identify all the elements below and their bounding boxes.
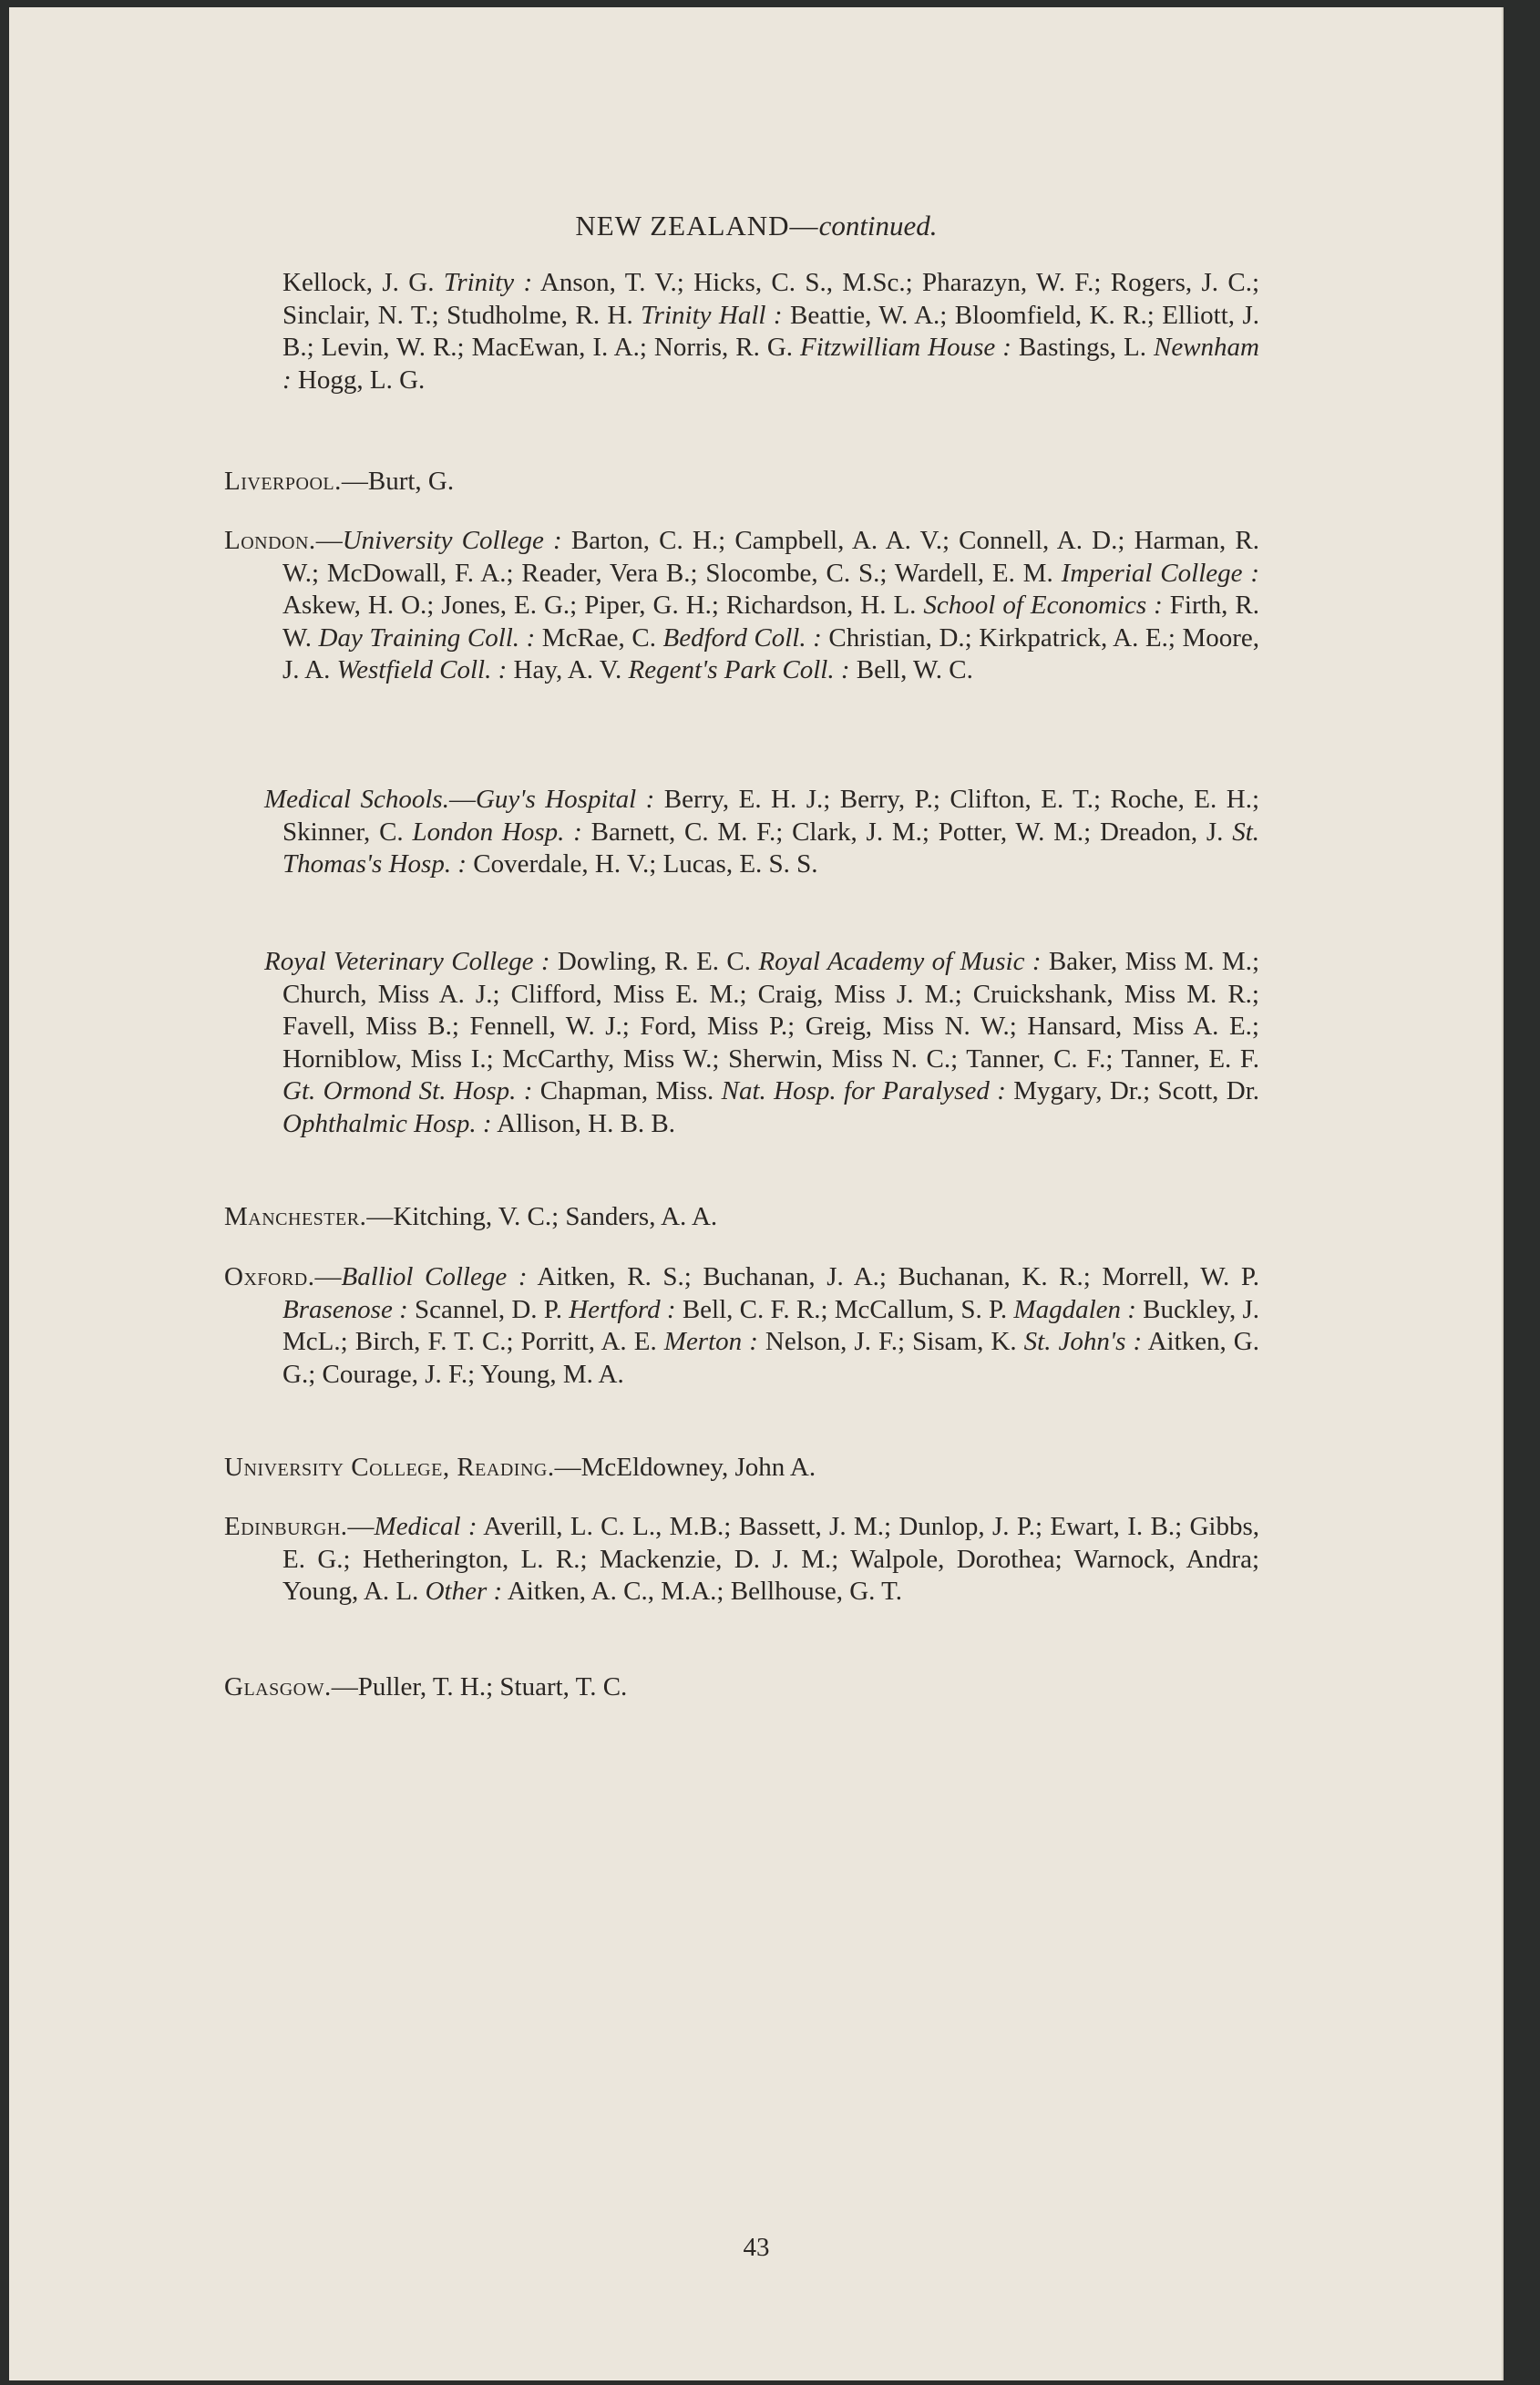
page-number: 43: [743, 2233, 770, 2262]
liverpool-entry: Liverpool.—Burt, G.: [224, 467, 455, 496]
manchester-entry: Manchester.—Kitching, V. C.; Sanders, A. A.: [224, 1202, 718, 1231]
reading-entry: University College, Reading.—McEldowney, John A.: [224, 1453, 816, 1482]
heading-continued: continued.: [818, 210, 938, 242]
heading-text: NEW ZEALAND—: [575, 210, 819, 242]
page-heading: [9, 210, 1504, 242]
cambridge-paragraph: Kellock, J. G. Trinity : Anson, T. V.; Hicks, C. S., M.Sc.; Pharazyn, W. F.; Rogers, J. C.; Sinclair, N. T.; Studholme, R. H. Trinity Hall : Beattie, W. A.; Bloomfield, K. R.; Elliott, J. B.; Levin, W. R.; MacEwan, I. A.; Norris, R. G. Fitzwilliam House : Bastings, L. Newnham : Hogg, L. G.: [282, 268, 1260, 395]
document-page: [9, 7, 1504, 2380]
edinburgh-paragraph: Edinburgh.—Medical : Averill, L. C. L., M.B.; Bassett, J. M.; Dunlop, J. P.; Ewart, I. B.; Gibbs, E. G.; Hetherington, L. R.; Mackenzie, D. J. M.; Walpole, Dorothea; Warnock, Andra; Young, A. L. Other : Aitken, A. C., M.A.; Bellhouse, G. T.: [224, 1512, 1259, 1606]
medical-schools-paragraph: Medical Schools.—Guy's Hospital : Berry, E. H. J.; Berry, P.; Clifton, E. T.; Roche, E. H.; Skinner, C. London Hosp. : Barnett, C. M. F.; Clark, J. M.; Potter, W. M.; Dreadon, J. St. Thomas's Hosp. : Coverdale, H. V.; Lucas, E. S. S.: [264, 785, 1259, 879]
glasgow-entry: Glasgow.—Puller, T. H.; Stuart, T. C.: [224, 1672, 628, 1701]
royal-colleges-paragraph: Royal Veterinary College : Dowling, R. E. C. Royal Academy of Music : Baker, Miss M. M.; Church, Miss A. J.; Clifford, Miss E. M.; Craig, Miss J. M.; Cruickshank, Miss M. R.; Favell, Miss B.; Fennell, W. J.; Ford, Miss P.; Greig, Miss N. W.; Hansard, Miss A. E.; Horniblow, Miss I.; McCarthy, Miss W.; Sherwin, Miss N. C.; Tanner, C. F.; Tanner, E. F. Gt. Ormond St. Hosp. : Chapman, Miss. Nat. Hosp. for Paralysed : Mygary, Dr.; Scott, Dr. Ophthalmic Hosp. : Allison, H. B. B.: [264, 947, 1260, 1138]
oxford-paragraph: Oxford.—Balliol College : Aitken, R. S.; Buchanan, J. A.; Buchanan, K. R.; Morrell, W. P. Brasenose : Scannel, D. P. Hertford : Bell, C. F. R.; McCallum, S. P. Magdalen : Buckley, J. McL.; Birch, F. T. C.; Porritt, A. E. Merton : Nelson, J. F.; Sisam, K. St. John's : Aitken, G. G.; Courage, J. F.; Young, M. A.: [224, 1262, 1260, 1389]
london-paragraph: London.—University College : Barton, C. H.; Campbell, A. A. V.; Connell, A. D.; Harman, R. W.; McDowall, F. A.; Reader, Vera B.; Slocombe, C. S.; Wardell, E. M. Imperial College : Askew, H. O.; Jones, E. G.; Piper, G. H.; Richardson, H. L. School of Economics : Firth, R. W. Day Training Coll. : McRae, C. Bedford Coll. : Christian, D.; Kirkpatrick, A. E.; Moore, J. A. Westfield Coll. : Hay, A. V. Regent's Park Coll. : Bell, W. C.: [224, 526, 1260, 684]
